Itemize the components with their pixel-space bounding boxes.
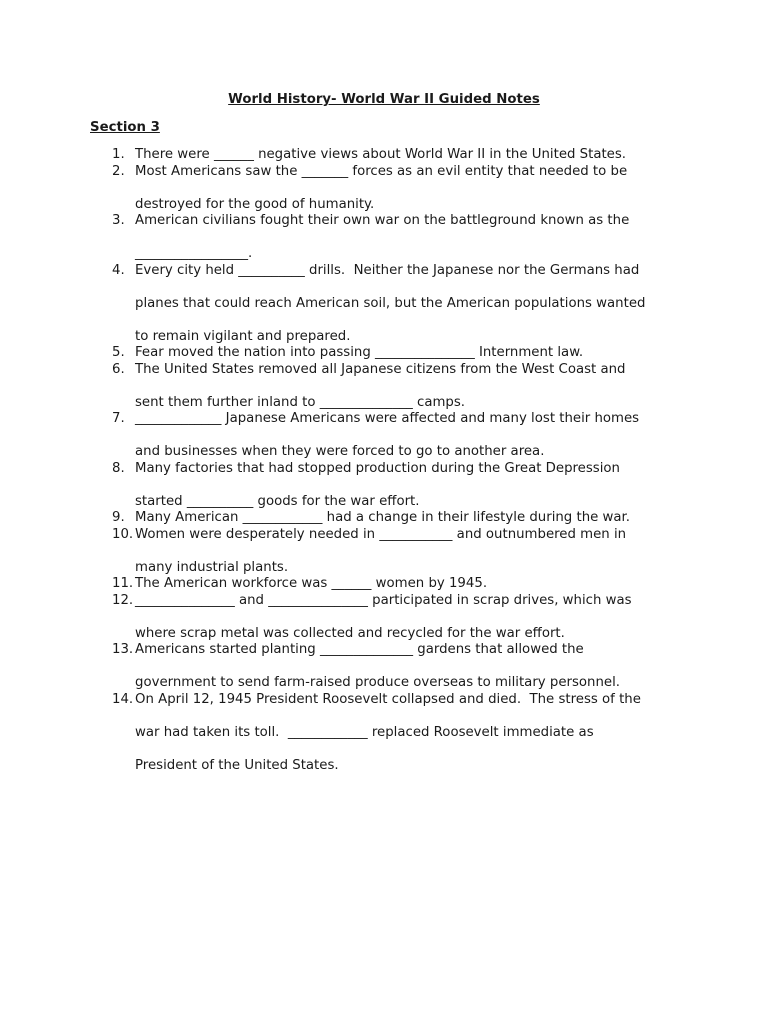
item-text-line: government to send farm-raised produce overseas to military personnel. (135, 675, 621, 690)
note-item (0, 164, 768, 214)
note-item (0, 461, 768, 511)
item-text-line: The American workforce was ______ women by 1945. (135, 576, 488, 591)
item-number: 4. (112, 262, 125, 278)
item-number: 11. (112, 576, 134, 591)
item-text (135, 692, 695, 775)
item-number: 3. (112, 213, 125, 228)
item-text (135, 527, 695, 577)
item-text (135, 593, 695, 643)
item-text-line: planes that could reach American soil, but the American populations wanted (135, 295, 646, 311)
document-title: World History- World War II Guided Notes (228, 92, 540, 107)
item-text-line: and businesses when they were forced to go to another area. (135, 444, 545, 459)
item-text-line: war had taken its toll. ____________ replaced Roosevelt immediate as (135, 724, 594, 740)
note-item (0, 692, 768, 775)
item-text (135, 213, 695, 263)
note-item (0, 345, 768, 362)
item-text (135, 461, 695, 511)
note-item (0, 263, 768, 346)
item-text-line: Fear moved the nation into passing _______________ Internment law. (135, 345, 584, 360)
note-item (0, 362, 768, 412)
item-text-line: started __________ goods for the war effort. (135, 493, 420, 509)
item-text-line: Many factories that had stopped production during the Great Depression (135, 460, 620, 476)
item-text-line: _______________ and _______________ participated in scrap drives, which was (135, 592, 632, 608)
item-text-line: Most Americans saw the _______ forces as an evil entity that needed to be (135, 163, 628, 179)
note-item (0, 642, 768, 692)
notes-list (0, 147, 768, 774)
item-text-line: Every city held __________ drills. Neither the Japanese nor the Germans had (135, 262, 640, 278)
item-text-line: Americans started planting ______________ gardens that allowed the (135, 642, 584, 657)
note-item (0, 411, 768, 461)
item-text (135, 164, 695, 214)
item-number: 7. (112, 411, 125, 426)
item-number: 1. (112, 147, 125, 162)
item-number: 14. (112, 691, 134, 707)
item-text-line: many industrial plants. (135, 559, 289, 575)
item-text (135, 345, 695, 362)
item-text-line: destroyed for the good of humanity. (135, 196, 375, 212)
note-item (0, 213, 768, 263)
item-text (135, 642, 695, 692)
item-text-line: sent them further inland to ______________ camps. (135, 394, 466, 410)
item-text-line: to remain vigilant and prepared. (135, 328, 351, 344)
note-item (0, 576, 768, 593)
item-text (135, 147, 695, 164)
item-text-line: The United States removed all Japanese citizens from the West Coast and (135, 361, 626, 377)
item-text-line: American civilians fought their own war on the battleground known as the (135, 213, 630, 228)
item-text (135, 362, 695, 412)
item-number: 6. (112, 361, 125, 377)
item-text-line: Many American ____________ had a change in their lifestyle during the war. (135, 510, 631, 525)
item-number: 5. (112, 345, 125, 360)
item-number: 10. (112, 526, 134, 542)
note-item (0, 527, 768, 577)
item-text-line: There were ______ negative views about World War II in the United States. (135, 147, 627, 162)
item-text-line: _____________ Japanese Americans were affected and many lost their homes (135, 411, 640, 426)
item-text-line: President of the United States. (135, 757, 339, 773)
item-text (135, 263, 695, 346)
item-text-line: where scrap metal was collected and recycled for the war effort. (135, 625, 565, 641)
item-text-line: Women were desperately needed in ___________ and outnumbered men in (135, 526, 627, 542)
item-number: 9. (112, 510, 125, 525)
item-text (135, 576, 695, 593)
item-number: 2. (112, 163, 125, 179)
item-number: 8. (112, 460, 125, 476)
note-item (0, 147, 768, 164)
item-text-line: On April 12, 1945 President Roosevelt collapsed and died. The stress of the (135, 691, 641, 707)
note-item (0, 593, 768, 643)
item-text-line: _________________. (135, 246, 253, 261)
item-text (135, 510, 695, 527)
item-text (135, 411, 695, 461)
note-item (0, 510, 768, 527)
item-number: 12. (112, 592, 134, 608)
section-heading: Section 3 (90, 120, 160, 135)
item-number: 13. (112, 642, 134, 657)
